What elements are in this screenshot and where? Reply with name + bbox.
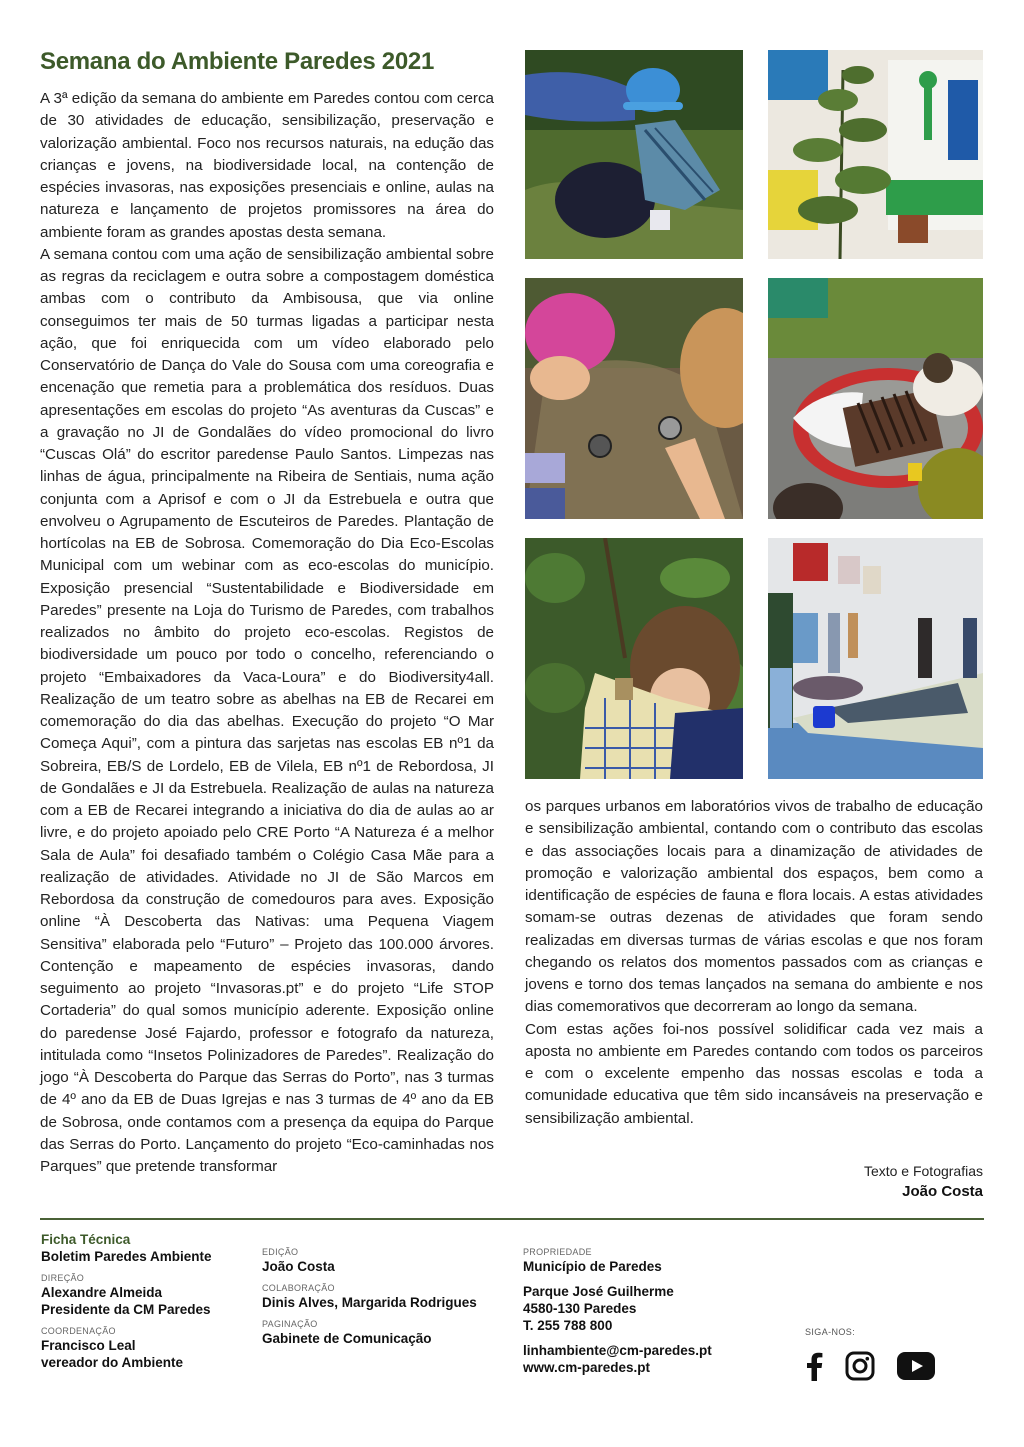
article-paragraph: os parques urbanos em laboratórios vivos de trabalho de educação e sensibilização ambiental, contando com o contributo das escolas e das associações locais para a dinamização de atividades de promoção e valorização ambiental dos espaços, bem como a identificação de espécies de fauna e flora locais. A estas atividades somam-se outras dezenas de atividades que foram sendo realizadas em diversas turmas de várias escolas e que nos foram chegando os relatos dos momentos passados com as crianças e jovens e torno dos temas lançados na semana do ambiente e nos dias comemorativos que decorreram ao longo da semana. — [525, 798, 983, 1016]
phone-number: T. 255 788 800 — [523, 1318, 613, 1333]
footer-divider — [40, 1218, 984, 1220]
photo-plant-eco-schools — [768, 50, 983, 259]
address-line: Parque José Guilherme — [523, 1284, 674, 1299]
instagram-icon[interactable] — [845, 1351, 875, 1381]
propriedade-value: Município de Paredes — [523, 1259, 662, 1274]
coordenacao-name: Francisco Leal — [41, 1338, 136, 1353]
youtube-icon[interactable] — [897, 1352, 935, 1380]
article-paragraph: A semana contou com uma ação de sensibilização ambiental sobre as regras da reciclagem e outra sobre a compostagem doméstica ambas com o contributo da Ambisousa, que via online conseguimos ter mais de 50 turmas ligadas a participar nesta ação, que foi enriquecida com um vídeo elaborado pelo Conservatório de Dança do Vale do Sousa com uma coreografia e encenação que remetia para a problemática dos resíduos. Duas apresentações em escolas do projeto “As aventuras da Cuscas” e a gravação no JI de Gondalães do vídeo promocional do livro “Cuscas Olá” do escritor paredense Paulo Santos. Limpezas nas linhas de água, principalmente na Ribeira de Sentiais, numa ação conjunta com a Aprisof e com o JI da Estrebuela e outra que envolveu o Agrupamento de Escuteiros de Paredes. Plantação de hortícolas na EB de Sobrosa. Comemoração do Dia Eco-Escolas Municipal com um webinar com as eco-escolas do município. Exposição presencial “Sustentabilidade e Biodiversidade em Paredes” presente na Loja do Turismo de Paredes, com trabalhos realizados no âmbito do projeto eco-escolas. Registos de biodiversidade um pouco por todo o concelho, referenciando o projeto “Embaixadores da Vaca-Loura” e do Biodiversity4all. Realização de um teatro sobre as abelhas na EB de Recarei em comemoração do dia das abelhas. Execução do projeto “O Mar Começa Aqui”, com a pintura das sarjetas nas escolas EB nº1 da Sobreira, EB/S de Lordelo, EB de Vilela, EB nº1 de Rebordosa, JI de Gondalães e JI da Estrebuela. Realização de aulas na natureza com a EB de Recarei integrando a iniciativa do dia de aulas ao ar livre, e do projeto apoiado pelo CRE Porto “A Natureza é a melhor Sala de Aula” foi desafiado também o Colégio Casa Mãe para a realização de atividades. Atividade no JI de São Marcos em Rebordosa da construção de comedouros para aves. Exposição online “À Descoberta das Nativas: uma Pequena Viagem Sensitiva” elaborada pelo “Futuro” – Projeto das 100.000 árvores. Contenção e mapeamento de espécies invasoras, dando seguimento ao projeto “Invasoras.pt” e do projeto “Life STOP Cortaderia” do qual somos município aderente. Exposição online do paredense José Fajardo, professor e fotografo da natureza, intitulada como “Insetos Polinizadores de Paredes”. Realização do jogo “À Descoberta do Parque das Serras do Porto”, nas 3 turmas de 4º ano da EB de Duas Igrejas e nas 3 turmas de 4º ano da EB de Sobrosa, onde contamos com a presença da equipa do Parque das Serras do Porto. Lançamento do projeto “Eco-caminhadas nos Parques” que pretende transformar — [40, 245, 494, 1175]
coordenacao-role: vereador do Ambiente — [41, 1355, 184, 1370]
photo-children-magnifying-glasses — [525, 278, 743, 519]
direcao-name: Alexandre Almeida — [41, 1285, 163, 1300]
article-credit — [864, 1161, 983, 1203]
credit-author: João Costa — [902, 1183, 983, 1200]
photo-grid — [525, 50, 983, 780]
colaboracao-value: Dinis Alves, Margarida Rodrigues — [262, 1295, 477, 1310]
photo-painting-drain-fish — [768, 278, 983, 519]
email-link[interactable]: linhambiente@cm-paredes.pt — [523, 1343, 712, 1358]
article-paragraph: Com estas ações foi-nos possível solidificar cada vez mais a aposta no ambiente em Paredes contando com todos os parceiros e com o excelente empenho das nossas escolas e toda a comunidade educativa que têm sido incansáveis na preservação e sensibilização ambiental. — [525, 1020, 983, 1127]
direcao-role: Presidente da CM Paredes — [41, 1302, 211, 1317]
ficha-heading: Ficha Técnica — [41, 1232, 131, 1247]
photo-child-cleaning-riverbank — [525, 50, 743, 259]
edicao-value: João Costa — [262, 1259, 335, 1274]
social-label: SIGA-NOS: — [805, 1327, 856, 1337]
article-title: Semana do Ambiente Paredes 2021 — [40, 48, 434, 75]
paginacao-value: Gabinete de Comunicação — [262, 1331, 432, 1346]
address-line: 4580-130 Paredes — [523, 1301, 637, 1316]
propriedade-label: PROPRIEDADE — [523, 1247, 592, 1257]
article-left-column — [40, 88, 494, 1178]
website-link[interactable]: www.cm-paredes.pt — [523, 1360, 651, 1375]
direcao-label: DIREÇÃO — [41, 1273, 85, 1283]
ficha-column-2 — [262, 1247, 512, 1355]
article-right-column — [525, 796, 983, 1130]
ficha-publication: Boletim Paredes Ambiente — [41, 1249, 212, 1264]
paginacao-label: PAGINAÇÃO — [262, 1319, 318, 1329]
ficha-column-3 — [523, 1247, 773, 1384]
photo-boy-bird-feeder — [525, 538, 743, 779]
colaboracao-label: COLABORAÇÃO — [262, 1283, 335, 1293]
edicao-label: EDIÇÃO — [262, 1247, 299, 1257]
facebook-icon[interactable] — [805, 1351, 823, 1381]
article-paragraph: A 3ª edição da semana do ambiente em Paredes contou com cerca de 30 atividades de educação, sensibilização, preservação e valorização ambiental. Foco nos recursos naturais, na edução das crianças e jovens, na biodiversidade local, na contenção de espécies invasoras, nas exposições presenciais e online, aulas na natureza e lançamento de projetos promissores na área do ambiente foram as grandes apostas desta semana. — [40, 90, 494, 241]
ficha-column-1 — [41, 1232, 251, 1379]
social-section — [805, 1327, 935, 1381]
photo-gym-board-game — [768, 538, 983, 779]
coordenacao-label: COORDENAÇÃO — [41, 1326, 116, 1336]
credit-label: Texto e Fotografias — [863, 1163, 983, 1179]
